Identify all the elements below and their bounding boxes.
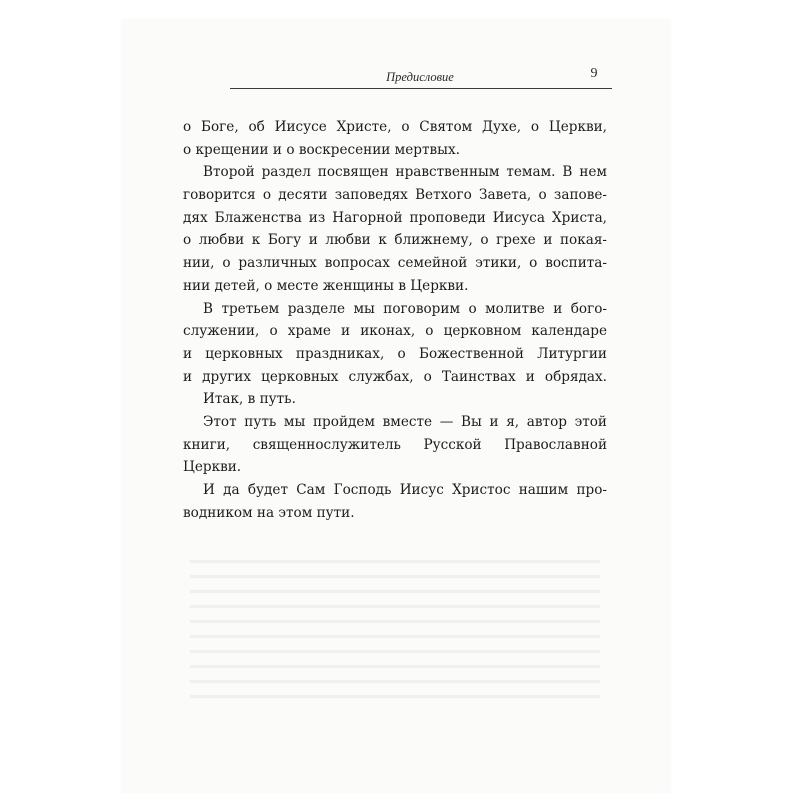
text-line: В третьем разделе мы поговорим о молитве и бого- (203, 300, 607, 317)
paragraph-1 (183, 116, 607, 161)
text-line: нии, о различных вопросах семейной этики, о воспита- (183, 255, 607, 272)
page-number: 9 (590, 66, 598, 81)
paragraph-3 (183, 298, 607, 389)
show-through-text (190, 560, 600, 720)
text-line: о крещении и о воскресении мертвых. (183, 141, 460, 158)
paragraph-6 (183, 479, 607, 524)
text-line: о любви к Богу и любви к ближнему, о грехе и покая- (183, 232, 607, 249)
text-line: Церкви. (183, 459, 242, 476)
text-line: говорится о десяти заповедях Ветхого Завета, о запове- (183, 187, 607, 204)
paragraph-4 (183, 388, 607, 411)
text-line: и церковных праздниках, о Божественной Литургии (183, 345, 607, 362)
paragraph-5 (183, 411, 607, 479)
text-line: и других церковных службах, о Таинствах и обрядах. (183, 368, 607, 385)
text-line: Второй раздел посвящен нравственным темам. В нем (203, 164, 607, 181)
text-line: книги, священнослужитель Русской Православной (183, 436, 607, 453)
text-line: водником на этом пути. (183, 504, 355, 521)
running-head-title: Предисловие (386, 70, 454, 84)
text-line: служении, о храме и иконах, о церковном календаре (183, 323, 607, 340)
text-line: Итак, в путь. (203, 391, 296, 408)
text-line: нии детей, о месте женщины в Церкви. (183, 277, 469, 294)
paragraph-2 (183, 161, 607, 297)
text-line: о Боге, об Иисусе Христе, о Святом Духе, о Церкви, (183, 119, 607, 135)
text-line: И да будет Сам Господь Иисус Христос нашим про- (203, 482, 607, 498)
text-line: дях Блаженства из Нагорной проповеди Иисуса Христа, (183, 209, 607, 226)
header-rule (230, 88, 612, 89)
text-line: Этот путь мы пройдем вместе — Вы и я, автор этой (203, 413, 607, 430)
body-text (183, 116, 607, 524)
